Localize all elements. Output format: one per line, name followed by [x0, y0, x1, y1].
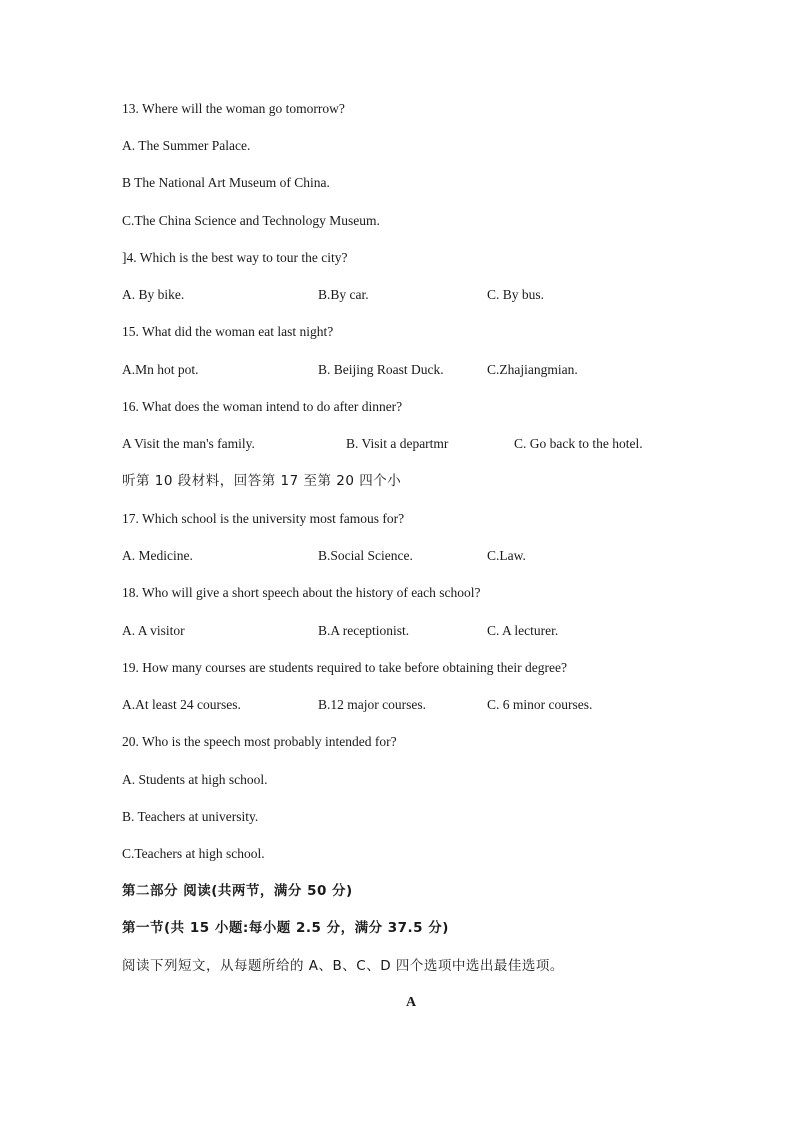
question-20-option-c: C.Teachers at high school. — [122, 846, 265, 861]
question-15-option-b: B. Beijing Roast Duck. — [318, 362, 444, 377]
question-20: 20. Who is the speech most probably intended for? — [122, 734, 397, 749]
question-16-option-b: B. Visit a departmr — [346, 436, 449, 451]
passage-label: A — [405, 995, 417, 1010]
question-19-option-b: B.12 major courses. — [318, 697, 426, 712]
question-16-option-c: C. Go back to the hotel. — [514, 436, 643, 451]
question-20-option-a: A. Students at high school. — [122, 772, 268, 787]
question-17-option-b: B.Social Science. — [318, 548, 413, 563]
question-17-option-a: A. Medicine. — [122, 548, 193, 563]
question-18-option-a: A. A visitor — [122, 623, 185, 638]
question-15-option-c: C.Zhajiangmian. — [487, 362, 578, 377]
question-17-option-c: C.Law. — [487, 548, 526, 563]
question-13-option-b: B The National Art Museum of China. — [122, 175, 330, 190]
question-13-option-c: C.The China Science and Technology Museum. — [122, 213, 380, 228]
question-13-option-a: A. The Summer Palace. — [122, 138, 251, 153]
question-19-option-a: A.At least 24 courses. — [122, 697, 241, 712]
question-13: 13. Where will the woman go tomorrow? — [122, 101, 345, 116]
question-14-option-c: C. By bus. — [487, 287, 545, 302]
question-14: ]4. Which is the best way to tour the city? — [122, 250, 348, 265]
question-16-option-a: A Visit the man's family. — [122, 436, 255, 451]
listening-section-instruction: 听第 10 段材料，回答第 17 至第 20 四个小 — [122, 473, 402, 489]
question-20-option-b: B. Teachers at university. — [122, 809, 259, 824]
question-19-option-c: C. 6 minor courses. — [487, 697, 593, 712]
question-18: 18. Who will give a short speech about the history of each school? — [122, 585, 481, 600]
question-14-option-a: A. By bike. — [122, 287, 185, 302]
question-19: 19. How many courses are students required to take before obtaining their degree? — [122, 660, 567, 675]
question-18-option-c: C. A lecturer. — [487, 623, 559, 638]
question-15: 15. What did the woman eat last night? — [122, 324, 334, 339]
reading-instruction: 阅读下列短文，从每题所给的 A、B、C、D 四个选项中选出最佳选项。 — [122, 958, 564, 974]
part-two-heading: 第二部分 阅读(共两节，满分 50 分) — [122, 883, 353, 899]
question-17: 17. Which school is the university most famous for? — [122, 511, 405, 526]
question-14-option-b: B.By car. — [318, 287, 369, 302]
section-one-heading: 第一节(共 15 小题:每小题 2.5 分，满分 37.5 分) — [122, 920, 449, 936]
question-16: 16. What does the woman intend to do after dinner? — [122, 399, 403, 414]
question-18-option-b: B.A receptionist. — [318, 623, 410, 638]
question-15-option-a: A.Mn hot pot. — [122, 362, 199, 377]
